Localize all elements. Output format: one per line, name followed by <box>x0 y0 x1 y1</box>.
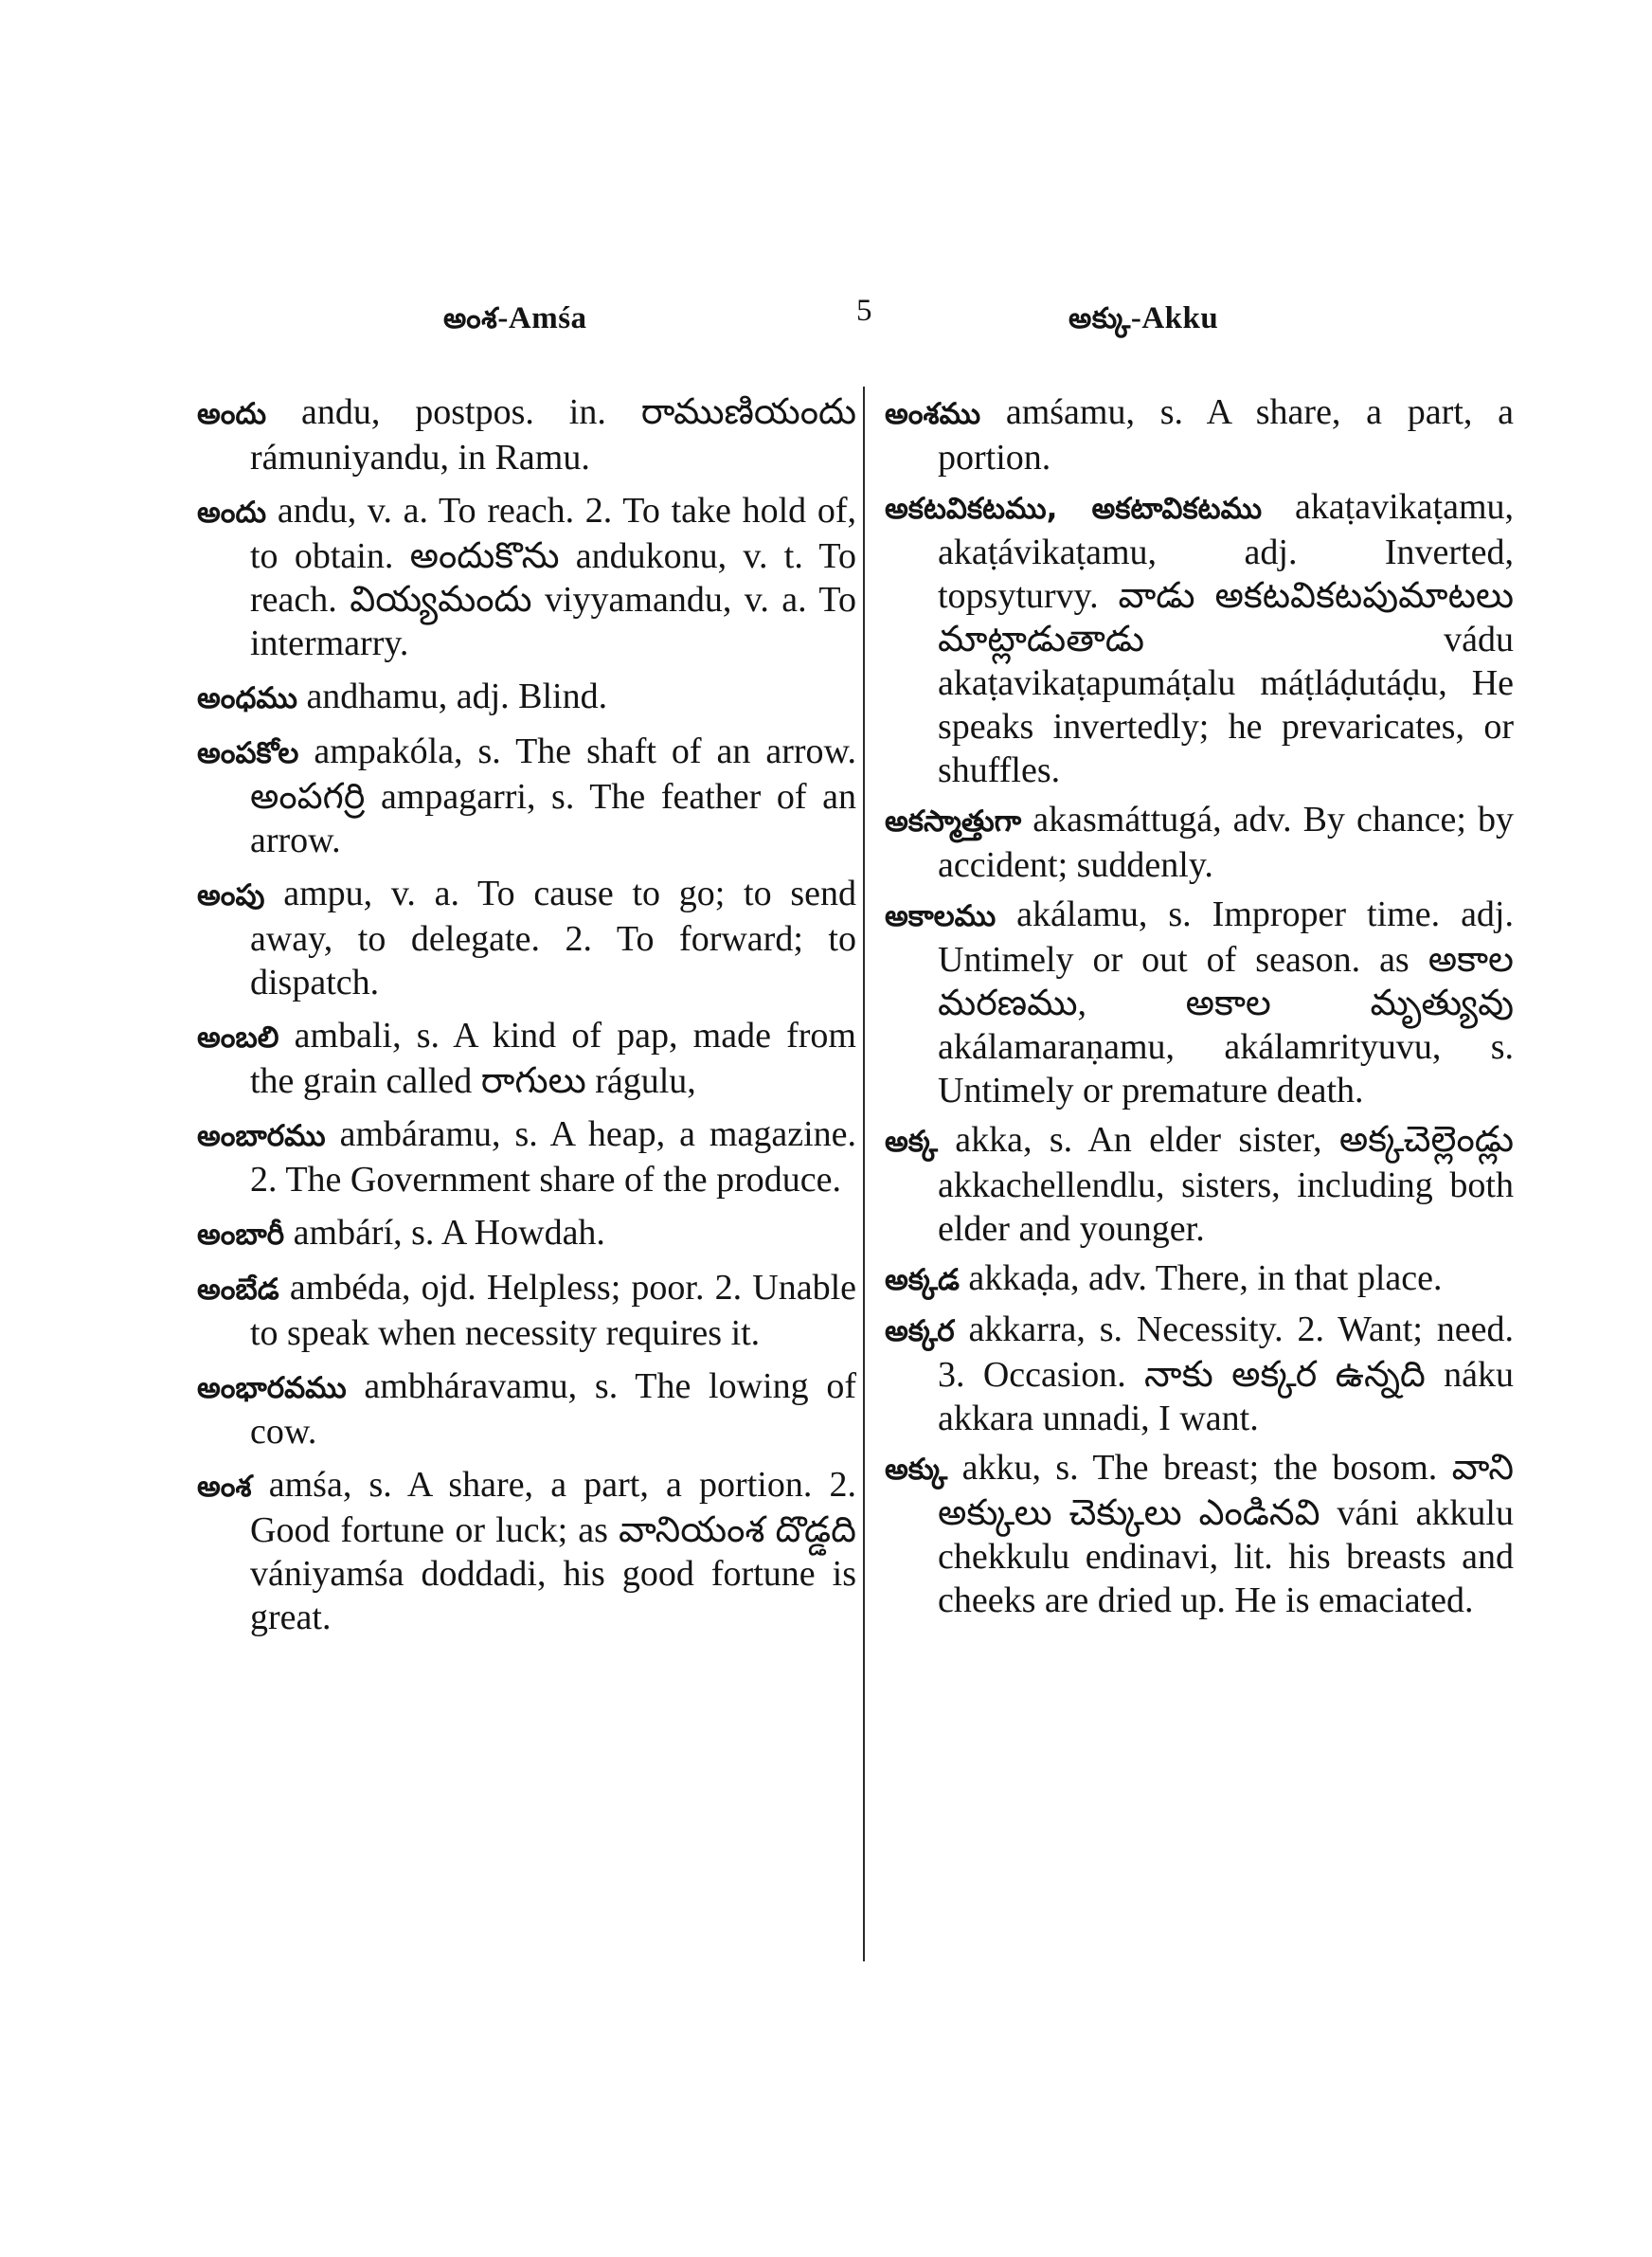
dictionary-entry <box>197 1014 856 1103</box>
entry-headword: అంపకోల <box>197 736 299 770</box>
entry-headword: అంధము <box>197 681 297 715</box>
dictionary-entry <box>197 1364 856 1454</box>
entry-definition: akálamu, s. Improper time. adj. Untimely or out of season. as అకాల మరణము, అకాల మృత్యువు akálamaraṇamu, akálamrityuvu, s. Untimely or premature death. <box>938 894 1514 1110</box>
entry-definition: akku, s. The breast; the bosom. వాని అక్కులు చెక్కులు ఎండినవి váni akkulu chekkulu endinavi, lit. his breasts and cheeks are dried up. He is emaciated. <box>938 1448 1514 1620</box>
entry-definition: ambháravamu, s. The lowing of cow. <box>250 1366 856 1452</box>
entry-headword: అకాలము <box>885 899 997 933</box>
running-head-right <box>1068 301 1218 342</box>
entry-definition: akasmáttugá, adv. By chance; by accident; suddenly. <box>938 800 1514 885</box>
entry-definition: akkarra, s. Necessity. 2. Want; need. 3. Occasion. నాకు అక్కర ఉన్నది náku akkara unnadi, I want. <box>938 1309 1514 1438</box>
dictionary-entry <box>197 675 856 720</box>
dictionary-entry <box>197 390 856 479</box>
entry-headword: అక్కర <box>885 1314 955 1348</box>
dictionary-entry <box>885 485 1514 792</box>
running-head-left-telugu: అంశ <box>443 302 498 335</box>
entry-definition: amśamu, s. A share, a part, a portion. <box>938 392 1514 478</box>
dictionary-entry <box>197 872 856 1004</box>
left-column <box>197 390 856 1649</box>
dictionary-entry <box>197 730 856 862</box>
entry-definition: ampakóla, s. The shaft of an arrow. అంపగర్రి ampagarri, s. The feather of an arrow. <box>250 731 856 860</box>
column-divider <box>863 387 865 1961</box>
entry-definition: ambali, s. A kind of pap, made from the grain called రాగులు rágulu, <box>250 1016 856 1101</box>
entry-headword: అంబారము <box>197 1119 326 1153</box>
dictionary-entry <box>885 1446 1514 1622</box>
entry-definition: ambéda, ojd. Helpless; poor. 2. Unable to speak when necessity requires it. <box>250 1268 856 1353</box>
dictionary-entry <box>885 893 1514 1112</box>
running-head-right-latin: -Akku <box>1130 301 1219 335</box>
running-head-left-latin: -Amśa <box>497 301 587 335</box>
entry-headword: అంశము <box>885 397 981 431</box>
entry-headword: అంపు <box>197 878 265 912</box>
entry-definition: ambáramu, s. A heap, a magazine. 2. The Government share of the produce. <box>250 1114 856 1200</box>
entry-headword: అక్క <box>885 1125 938 1159</box>
entry-headword: అకస్మాత్తుగా <box>885 804 1022 839</box>
dictionary-entry <box>885 1256 1514 1302</box>
entry-headword: అంభారవము <box>197 1371 347 1405</box>
entry-headword: అక్కు <box>885 1453 948 1487</box>
entry-headword: అంశ <box>197 1470 252 1504</box>
entry-definition: andu, v. a. To reach. 2. To take hold of, to obtain. అందుకొను andukonu, v. t. To reach. వియ్యమందు viyyamandu, v. a. To intermarry. <box>250 491 856 663</box>
right-column <box>885 390 1514 1628</box>
entry-headword: అంబేడ <box>197 1273 279 1307</box>
dictionary-entry <box>197 1211 856 1256</box>
dictionary-entry <box>197 1266 856 1355</box>
entry-headword: అకటవికటము, అకటావికటము <box>885 492 1263 526</box>
dictionary-entry <box>885 1308 1514 1440</box>
entry-headword: అందు <box>197 496 267 530</box>
entry-definition: amśa, s. A share, a part, a portion. 2. Good fortune or luck; as వానియంశ దొడ్డది vániyamśa doddadi, his good fortune is great. <box>250 1465 856 1637</box>
entry-definition: akkaḍa, adv. There, in that place. <box>959 1258 1443 1298</box>
entry-headword: అంబారీ <box>197 1218 285 1252</box>
entry-headword: అంబలి <box>197 1020 279 1055</box>
running-head-right-telugu: అక్కు <box>1068 302 1131 335</box>
page-number: 5 <box>856 294 872 328</box>
entry-definition: ampu, v. a. To cause to go; to send away, to delegate. 2. To forward; to dispatch. <box>250 874 856 1002</box>
dictionary-entry <box>885 1118 1514 1251</box>
entry-definition: ambárí, s. A Howdah. <box>284 1213 605 1253</box>
entry-definition: akka, s. An elder sister, అక్కచెల్లెండ్లు akkachellendlu, sisters, including both elder and younger. <box>937 1120 1514 1249</box>
dictionary-entry <box>885 390 1514 479</box>
running-head-left <box>443 301 587 342</box>
entry-definition: akaṭavikaṭamu, akaṭávikaṭamu, adj. Inverted, topsyturvy. వాడు అకటవికటపుమాటలు మాట్లాడుతాడు vádu akaṭavikaṭapumáṭalu máṭláḍutáḍu, He speaks invertedly; he prevaricates, or shuffles. <box>938 487 1514 790</box>
dictionary-entry <box>197 1112 856 1201</box>
entry-headword: అక్కడ <box>885 1263 960 1297</box>
entry-definition: andhamu, adj. Blind. <box>296 677 608 716</box>
entry-definition: andu, postpos. in. రాముణియందు rámuniyandu, in Ramu. <box>250 392 856 478</box>
entry-headword: అందు <box>197 397 267 431</box>
dictionary-entry <box>197 1463 856 1639</box>
dictionary-entry <box>885 798 1514 887</box>
dictionary-entry <box>197 489 856 665</box>
